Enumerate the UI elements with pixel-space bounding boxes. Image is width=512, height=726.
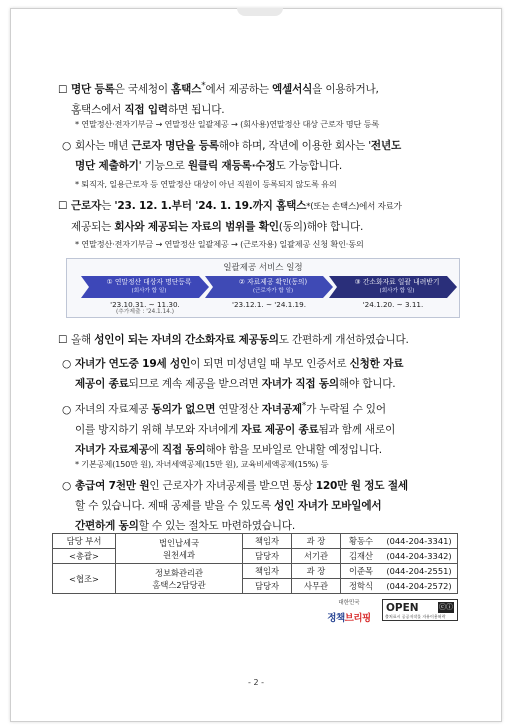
para-adult-child: ☐ 올해 성인이 되는 자녀의 간소화자료 제공동의도 간편하게 개선하였습니다. <box>58 334 409 346</box>
note-deductions: * 기본공제(150만 원), 자녀세액공제(15만 원), 교육비세액공제(15%) 등 <box>75 459 329 469</box>
table-row: 담당 부서 법인납세국 원천세과 책임자 과 장 황동수 (044-204-3341) <box>53 534 458 549</box>
note-menu-path-1: * 연말정산·전자기부금 → 연말정산 일괄제공 → (회사용)연말정산 대상 근로자 명단 등록 <box>75 119 380 129</box>
policy-briefing-logo: 대한민국 정책브리핑 <box>327 600 371 624</box>
department-table <box>52 533 458 594</box>
page-top-tab <box>237 8 283 16</box>
schedule-title: 일괄제공 서비스 일정 <box>223 263 303 273</box>
table-row: <협조> 정보화관리관 홈택스2담당관 책임자 과 장 이준목 (044-204-2551) <box>53 564 458 579</box>
page-number: - 2 - <box>248 678 264 687</box>
step-1: ① 연말정산 대상자 명단등록 (회사가 합 일) <box>106 278 192 294</box>
note-menu-path-2: * 연말정산·전자기부금 → 연말정산 일괄제공 → (근로자용) 일괄제공 신청 확인·동의 <box>75 239 364 249</box>
step-2: ② 자료제공 확인(동의) (근로자가 합 일) <box>238 278 308 294</box>
para-name-registration: ☐ 명단 등록은 국세청이 홈택스*에서 제공하는 엑셀서식을 이용하거나, 홈택스에서 직접 입력하면 됩니다. <box>58 81 379 116</box>
para-tax-savings: ○ 총급여 7천만 원인 근로자가 자녀공제를 받으면 통상 120만 원 정도 절세 할 수 있습니다. 제때 공제를 받을 수 있도록 성인 자녀가 모바일에서 간편하게 동의할 수 있는 절차도 마련하였습니다. <box>62 480 408 532</box>
para-worker-consent: ☐ 근로자는 '23. 12. 1.부터 '24. 1. 19.까지 홈택스*(또는 손택스)에서 자료가 제공되는 회사와 제공되는 자료의 범위를 확인(동의)해야 합니다. <box>58 200 402 233</box>
step-3: ③ 간소화자료 일괄 내려받기 (회사가 합 일) <box>354 278 440 294</box>
table-row: 담당자 사무관 정학식 (044-204-2572) <box>53 579 458 594</box>
note-exclusion: * 퇴직자, 일용근로자 등 연말정산 대상이 아닌 직원이 등록되지 않도록 유의 <box>75 179 337 189</box>
open-license-logo: OPEN ⓒⓘ 출처표시 공공저작물 자유이용허락 <box>382 599 458 621</box>
service-schedule-box <box>66 258 460 318</box>
step-3-date: '24.1.20. ~ 3.11. <box>362 300 424 309</box>
table-row: <총괄> 담당자 서기관 김재산 (044-204-3342) <box>53 549 458 564</box>
cc-icon: ⓒⓘ <box>439 603 453 611</box>
step-2-date: '23.12.1. ~ '24.1.19. <box>232 300 306 309</box>
para-child-consent-notice: ○ 자녀의 자료제공 동의가 없으면 연말정산 자녀공제*가 누락될 수 있어 이를 방지하기 위해 부모와 자녀에게 자료 제공이 종료됨과 함께 새로이 자녀가 자료제공에 직접 동의해야 함을 모바일로 안내할 예정입니다. <box>62 401 396 456</box>
step-1-date: '23.10.31. ~ 11.30. (추가제출 : '24.1.14.) <box>110 300 180 315</box>
para-child-19: ○ 자녀가 연도중 19세 성인이 되면 미성년일 때 부모 인증서로 신청한 자료 제공이 종료되므로 계속 제공을 받으려면 자녀가 직접 동의해야 합니다. <box>62 358 404 390</box>
para-company-registration: ○ 회사는 매년 근로자 명단을 등록해야 하며, 작년에 이용한 회사는 '전년도 명단 제출하기' 기능으로 원클릭 재등록·수정도 가능합니다. <box>62 140 402 172</box>
